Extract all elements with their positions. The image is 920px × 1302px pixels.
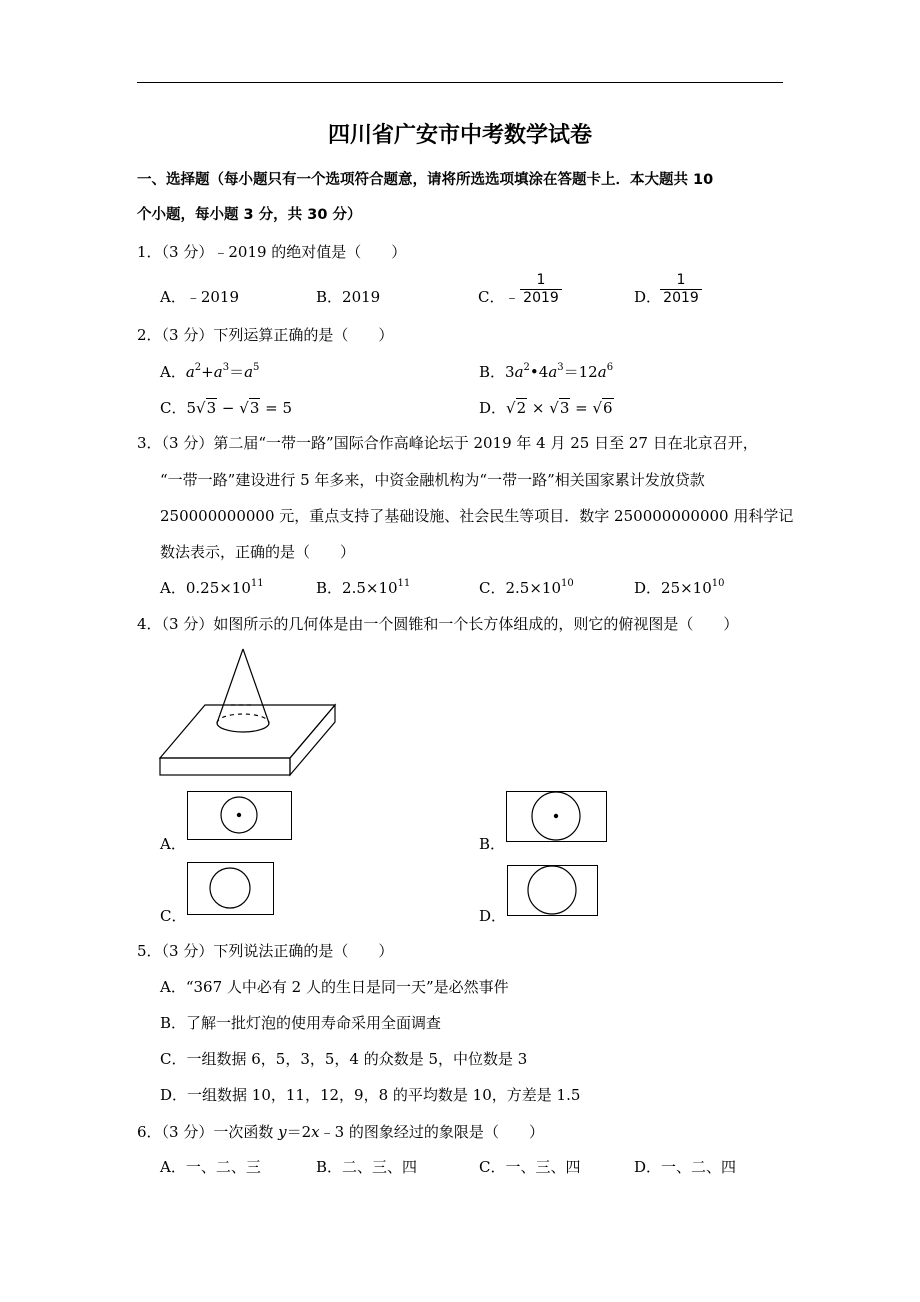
section-heading-line1: 一、选择题（每小题只有一个选项符合题意，请将所选选项填涂在答题卡上．本大题共 10	[137, 172, 714, 188]
q6-option-b: B．二、三、四	[316, 1158, 418, 1176]
q3-line4: 数法表示，正确的是（ ）	[160, 543, 356, 561]
q4-option-b-figure	[506, 791, 608, 843]
q4-solid-figure	[155, 645, 345, 780]
q3-option-a: A．$0.25\times 10^{11}$	[160, 578, 264, 597]
q5-option-b: B．了解一批灯泡的使用寿命采用全面调查	[160, 1014, 442, 1032]
q1-option-d-label: D．	[634, 288, 662, 306]
fraction-denominator: 2019	[523, 290, 559, 306]
q1-option-c-fraction	[520, 272, 562, 307]
q2-option-b: B．$3a^2•4a^3=12a^6$	[479, 362, 614, 381]
q2-option-d: D．√2 × √3 = √6	[479, 399, 613, 417]
fraction-denominator: 2019	[663, 290, 699, 306]
q6-stem: 6．（3 分）一次函数 y＝2x﹣3 的图象经过的象限是（ ）	[137, 1123, 544, 1141]
q4-option-c-figure	[187, 862, 275, 916]
q3-line1: 3．（3 分）第二届“一带一路”国际合作高峰论坛于 2019 年 4 月 25 日至 27 日在北京召开，	[137, 434, 758, 452]
q5-option-c: C．一组数据 6，5，3，5，4 的众数是 5，中位数是 3	[160, 1050, 528, 1068]
q1-stem: 1．（3 分）﹣2019 的绝对值是（ ）	[137, 243, 407, 261]
section-heading-line2: 个小题，每小题 3 分，共 30 分）	[137, 207, 362, 223]
q5-option-a: A．“367 人中必有 2 人的生日是同一天”是必然事件	[160, 978, 509, 996]
q1-option-c-label: C．﹣	[478, 288, 520, 306]
q2-option-a: A．$a^2+a^3=a^5$	[160, 362, 260, 381]
q3-line2: “一带一路”建设进行 5 年多来，中资金融机构为“一带一路”相关国家累计发放贷款	[160, 471, 705, 489]
q3-option-d: D．$25\times 10^{10}$	[634, 578, 725, 597]
page-title: 四川省广安市中考数学试卷	[327, 123, 592, 148]
fraction-numerator: 1	[536, 272, 546, 288]
q2-stem: 2．（3 分）下列运算正确的是（ ）	[137, 326, 394, 344]
q3-line3: 250000000000 元，重点支持了基础设施、社会民生等项目．数字 250000000000 用科学记	[160, 507, 794, 525]
q6-option-d: D．一、二、四	[634, 1158, 737, 1176]
q1-option-a: A．﹣2019	[160, 288, 240, 306]
q4-stem: 4．（3 分）如图所示的几何体是由一个圆锥和一个长方体组成的，则它的俯视图是（ ）	[137, 615, 739, 633]
header-rule	[137, 82, 783, 83]
q3-option-b: B．$2.5\times 10^{11}$	[316, 578, 411, 597]
q6-option-a: A．一、二、三	[160, 1158, 261, 1176]
q4-option-a-label: A．	[160, 835, 186, 853]
q6-option-c: C．一、三、四	[479, 1158, 581, 1176]
q1-option-d-fraction	[660, 272, 702, 307]
q4-option-b-label: B．	[479, 835, 506, 853]
q4-option-d-figure	[507, 865, 599, 917]
q5-stem: 5．（3 分）下列说法正确的是（ ）	[137, 942, 394, 960]
fraction-numerator: 1	[676, 272, 686, 288]
q5-option-d: D．一组数据 10，11，12，9，8 的平均数是 10，方差是 1.5	[160, 1086, 581, 1104]
q4-option-d-label: D．	[479, 907, 507, 925]
q4-option-c-label: C．	[160, 907, 187, 925]
q2-option-c: C．5√3 − √3 = 5	[160, 399, 293, 417]
q3-option-c: C．$2.5\times 10^{10}$	[479, 578, 574, 597]
q4-option-a-figure	[187, 791, 293, 841]
q1-option-b: B．2019	[316, 288, 381, 306]
